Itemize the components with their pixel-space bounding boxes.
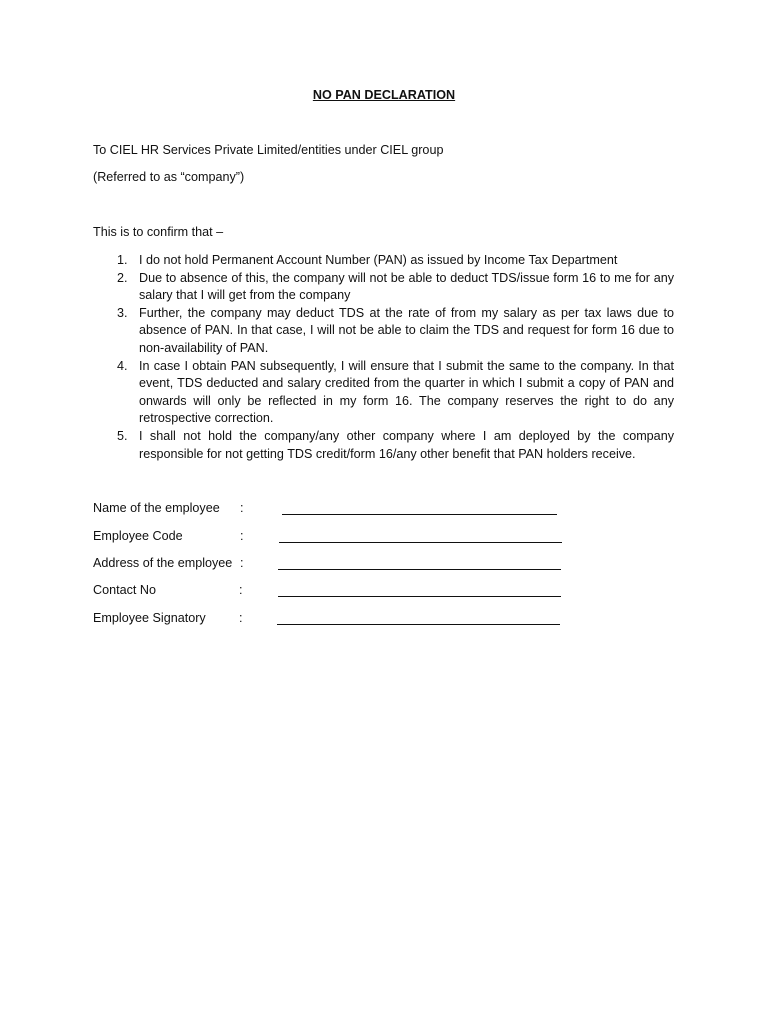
field-label: Name of the employee xyxy=(93,501,220,515)
item-number: 2. xyxy=(117,270,128,285)
declaration-item xyxy=(93,270,674,305)
intro-line: This is to confirm that – xyxy=(93,225,224,239)
field-colon: : xyxy=(240,501,244,515)
referred-as-line: (Referred to as “company”) xyxy=(93,170,245,184)
item-number: 5. xyxy=(117,428,128,443)
signature-line[interactable] xyxy=(277,624,560,625)
signature-line[interactable] xyxy=(278,569,561,570)
item-number: 1. xyxy=(117,253,128,267)
document-title: NO PAN DECLARATION xyxy=(312,88,456,102)
field-colon: : xyxy=(240,529,244,543)
field-employee-name[interactable] xyxy=(93,501,573,519)
item-text: In case I obtain PAN subsequently, I will ensure that I submit the same to the company. In that event, TDS deducted and salary credited from the quarter in which I submit a copy of PAN and onwards will only be reflected in my form 16. The company reserves the right to do any retrospective correction. xyxy=(139,358,674,426)
signature-line[interactable] xyxy=(279,542,562,543)
item-text: I do not hold Permanent Account Number (PAN) as issued by Income Tax Department xyxy=(139,253,618,267)
field-label: Address of the employee xyxy=(93,556,233,570)
field-colon: : xyxy=(240,556,244,570)
declaration-list xyxy=(93,252,674,463)
field-colon: : xyxy=(239,611,243,625)
field-label: Employee Signatory xyxy=(93,611,206,625)
field-contact-no[interactable] xyxy=(93,583,573,601)
field-label: Employee Code xyxy=(93,529,183,543)
item-text: Further, the company may deduct TDS at the rate of from my salary as per tax laws due to absence of PAN. In that case, I will not be able to claim the TDS and request for form 16 due to non-availability of PAN. xyxy=(139,305,674,355)
field-employee-code[interactable] xyxy=(93,529,573,547)
item-number: 4. xyxy=(117,358,128,373)
declaration-item xyxy=(93,428,674,463)
item-number: 3. xyxy=(117,305,128,320)
item-text: Due to absence of this, the company will not be able to deduct TDS/issue form 16 to me for any salary that I will get from the company xyxy=(139,270,674,303)
addressee-line: To CIEL HR Services Private Limited/entities under CIEL group xyxy=(93,143,444,157)
field-employee-signatory[interactable] xyxy=(93,611,573,629)
declaration-item xyxy=(93,305,674,358)
field-colon: : xyxy=(239,583,243,597)
field-label: Contact No xyxy=(93,583,156,597)
item-text: I shall not hold the company/any other company where I am deployed by the company responsible for not getting TDS credit/form 16/any other benefit that PAN holders receive. xyxy=(139,428,674,461)
field-employee-address[interactable] xyxy=(93,556,573,574)
signature-line[interactable] xyxy=(278,596,561,597)
declaration-item xyxy=(93,358,674,428)
declaration-item xyxy=(93,252,674,270)
signature-line[interactable] xyxy=(282,514,557,515)
